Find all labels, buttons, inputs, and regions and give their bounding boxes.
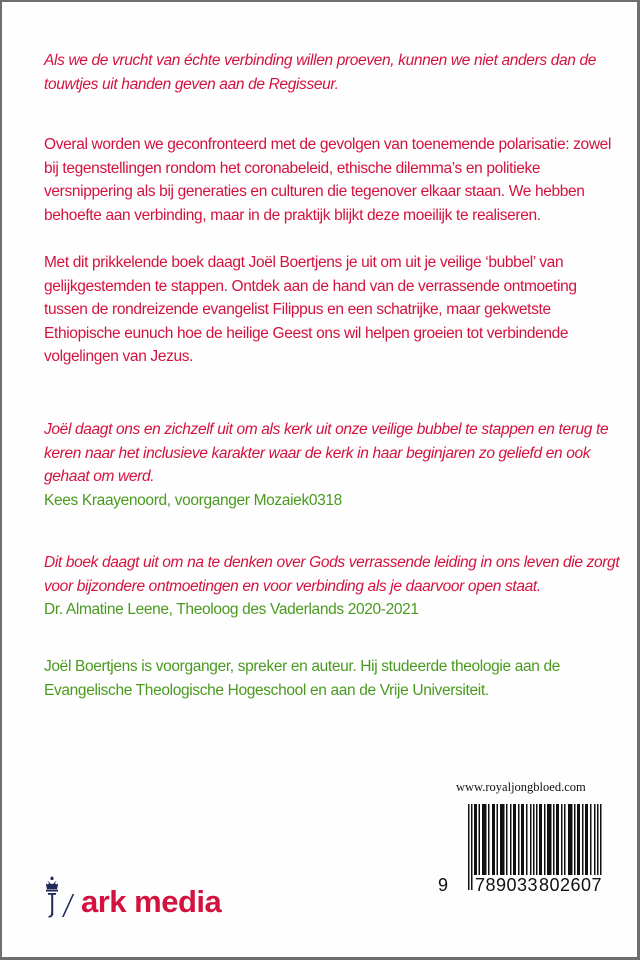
endorsement-quote-2: Dit boek daagt uit om na te denken over Gods verrassende leiding in ons leven die zorgt voor bijzondere ontmoetingen en voor verbinding als je daarvoor open staat. bbox=[44, 554, 620, 595]
publisher-website: www.royaljongbloed.com bbox=[456, 780, 586, 794]
author-bio: Joël Boertjens is voorganger, spreker en auteur. Hij studeerde theologie aan de Evangelische Theologische Hogeschool en aan de Vrije Universiteit. bbox=[44, 658, 561, 699]
blurb-paragraph-2: Met dit prikkelende boek daagt Joël Boertjens je uit om uit je veilige ‘bubbel’ van gelijkgestemden te stappen. Ontdek aan de hand van de verrassende ontmoeting tussen de rondreizende evangelist Filippus en een schatrijke, maar gekwetste Ethiopische eunuch hoe de heilige Geest ons wil helpen groeien tot verbindende volgelingen van Jezus. bbox=[44, 254, 577, 366]
publisher-name: ark media bbox=[81, 884, 222, 919]
endorsement-author-2: Dr. Almatine Leene, Theoloog des Vaderlands 2020-2021 bbox=[44, 601, 419, 618]
book-back-cover bbox=[2, 2, 637, 957]
blurb-intro: Als we de vrucht van échte verbinding willen proeven, kunnen we niet anders dan de touwtjes uit handen geven aan de Regisseur. bbox=[44, 52, 597, 93]
isbn-group-1: 789033 bbox=[475, 875, 539, 895]
isbn-group-2: 802607 bbox=[539, 875, 603, 895]
blurb-paragraph-1: Overal worden we geconfronteerd met de gevolgen van toenemende polarisatie: zowel bij tegenstellingen rondom het coronabeleid, ethische dilemma’s en politieke versnippering als bij generaties en culturen die tegenover elkaar staan. We hebben behoefte aan verbinding, maar in de praktijk blijkt deze moeilijk te realiseren. bbox=[44, 136, 612, 224]
isbn-lead-digit: 9 bbox=[438, 875, 449, 895]
endorsement-author-1: Kees Kraayenoord, voorganger Mozaiek0318 bbox=[44, 492, 342, 509]
publisher-logo bbox=[43, 876, 221, 920]
crown-j-icon bbox=[43, 876, 77, 920]
endorsement-quote-1: Joël daagt ons en zichzelf uit om als kerk uit onze veilige bubbel te stappen en terug te keren naar het inclusieve karakter waar de kerk in haar beginjaren zo geliefd en ook gehaat om werd. bbox=[44, 421, 609, 486]
